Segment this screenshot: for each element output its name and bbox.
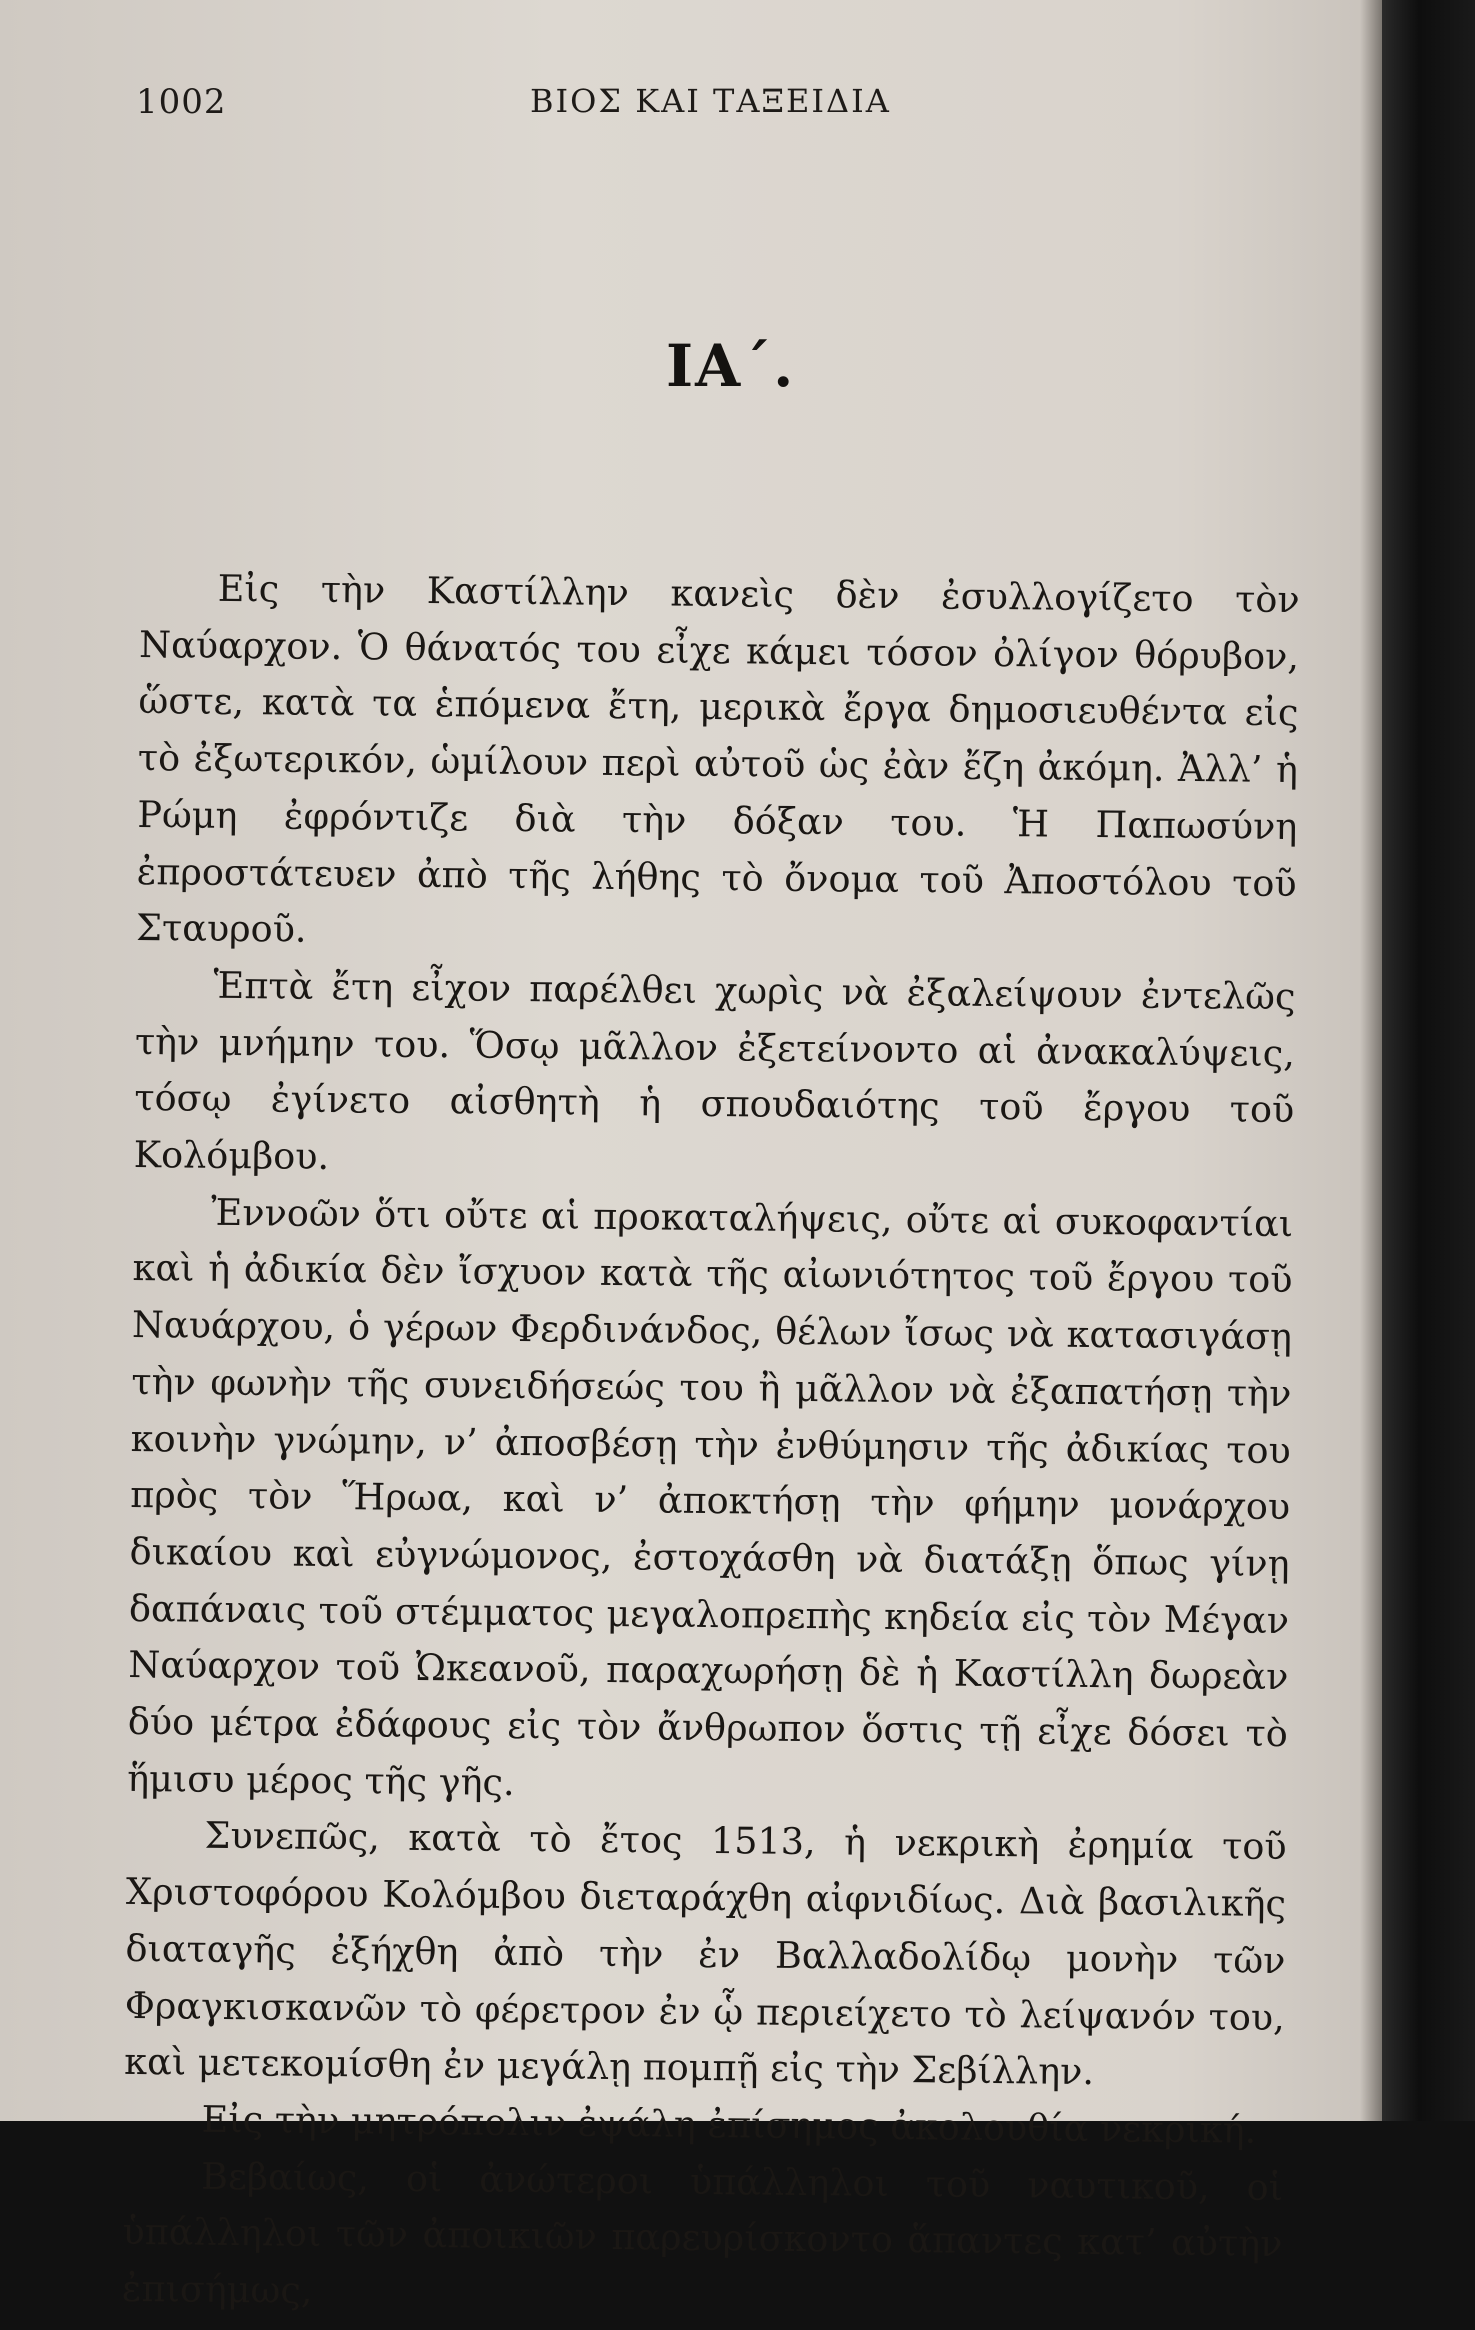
paragraph: Συνεπῶς, κατὰ τὸ ἔτος 1513, ἡ νεκρικὴ ἐρημία τοῦ Χριστοφόρου Κολόμβου διεταράχθη αἰφνιδίως. Διὰ βασιλικῆς διαταγῆς ἐξήχθη ἀπὸ τὴν ἐν Βαλλαδολίδῳ μονὴν τῶν Φραγκισκανῶν τὸ φέρετρον ἐν ᾧ περιείχετο τὸ λείψανόν του, καὶ μετεκομίσθη ἐν μεγάλῃ πομπῇ εἰς τὴν Σεβίλλην.: [124, 1814, 1287, 2094]
page-number: 1002: [136, 82, 227, 122]
paragraph: Βεβαίως, οἱ ἀνώτεροι ὑπάλληλοι τοῦ ναυτικοῦ, οἱ ὑπάλληλοι τῶν ἀποικιῶν παρευρίσκοντο ἅπαντες κατ’ αὐτὴν ἐπισήμως,: [121, 2154, 1284, 2312]
body-text: [122, 560, 1300, 2330]
paragraph: Ἑπτὰ ἔτη εἶχον παρέλθει χωρὶς νὰ ἐξαλείψουν ἐντελῶς τὴν μνήμην του. Ὅσῳ μᾶλλον ἐξετείνοντο αἱ ἀνακαλύψεις, τόσῳ ἐγίνετο αἰσθητὴ ἡ σπουδαιότης τοῦ ἔργου τοῦ Κολόμβου.: [133, 963, 1296, 1179]
chapter-heading: ΙΑ΄.: [666, 332, 796, 400]
paragraph: Εἰς τὴν Καστίλλην κανεὶς δὲν ἐσυλλογίζετο τὸν Ναύαρχον. Ὁ θάνατός του εἶχε κάμει τόσον ὀλίγον θόρυβον, ὥστε, κατὰ τα ἑπόμενα ἔτη, μερικὰ ἔργα δημοσιευθέντα εἰς τὸ ἐξωτερικόν, ὡμίλουν περὶ αὐτοῦ ὡς ἐὰν ἔζη ἀκόμη. Ἀλλ’ ἡ Ρώμη ἐφρόντιζε διὰ τὴν δόξαν του. Ἡ Παπωσύνη ἐπροστάτευεν ἀπὸ τῆς λήθης τὸ ὄνομα τοῦ Ἀποστόλου τοῦ Σταυροῦ.: [135, 566, 1300, 951]
paragraph: Ἐννοῶν ὅτι οὔτε αἱ προκαταλήψεις, οὔτε αἱ συκοφαντίαι καὶ ἡ ἀδικία δὲν ἴσχυον κατὰ τῆς αἰωνιότητος τοῦ ἔργου τοῦ Ναυάρχου, ὁ γέρων Φερδινάνδος, θέλων ἴσως νὰ κατασιγάσῃ τὴν φωνὴν τῆς συνειδήσεώς του ἢ μᾶλλον νὰ ἐξαπατήσῃ τὴν κοινὴν γνώμην, ν’ ἀποσβέσῃ τὴν ἐνθύμησιν τῆς ἀδικίας του πρὸς τὸν Ἥρωα, καὶ ν’ ἀποκτήσῃ τὴν φήμην μονάρχου δικαίου καὶ εὐγνώμονος, ἐστοχάσθη νὰ διατάξῃ ὅπως γίνῃ δαπάναις τοῦ στέμματος μεγαλοπρεπὴς κηδεία εἰς τὸν Μέγαν Ναύαρχον τοῦ Ὠκεανοῦ, παραχωρήσῃ δὲ ἡ Καστίλλη δωρεὰν δύο μέτρα ἐδάφους εἰς τὸν ἄνθρωπον ὅστις τῇ εἶχε δόσει τὸ ἥμισυ μέρος τῆς γῆς.: [127, 1190, 1294, 1804]
book-binding: [1382, 0, 1475, 2121]
running-title: ΒΙΟΣ ΚΑΙ ΤΑΞΕΙΔΙΑ: [530, 82, 891, 120]
paragraph: Εἰς τὴν μητρόπολιν ἐψάλη ἐπίσημος ἀκολουθία νεκρική.: [201, 2097, 1257, 2152]
page-gutter-shadow: [1360, 0, 1382, 2121]
